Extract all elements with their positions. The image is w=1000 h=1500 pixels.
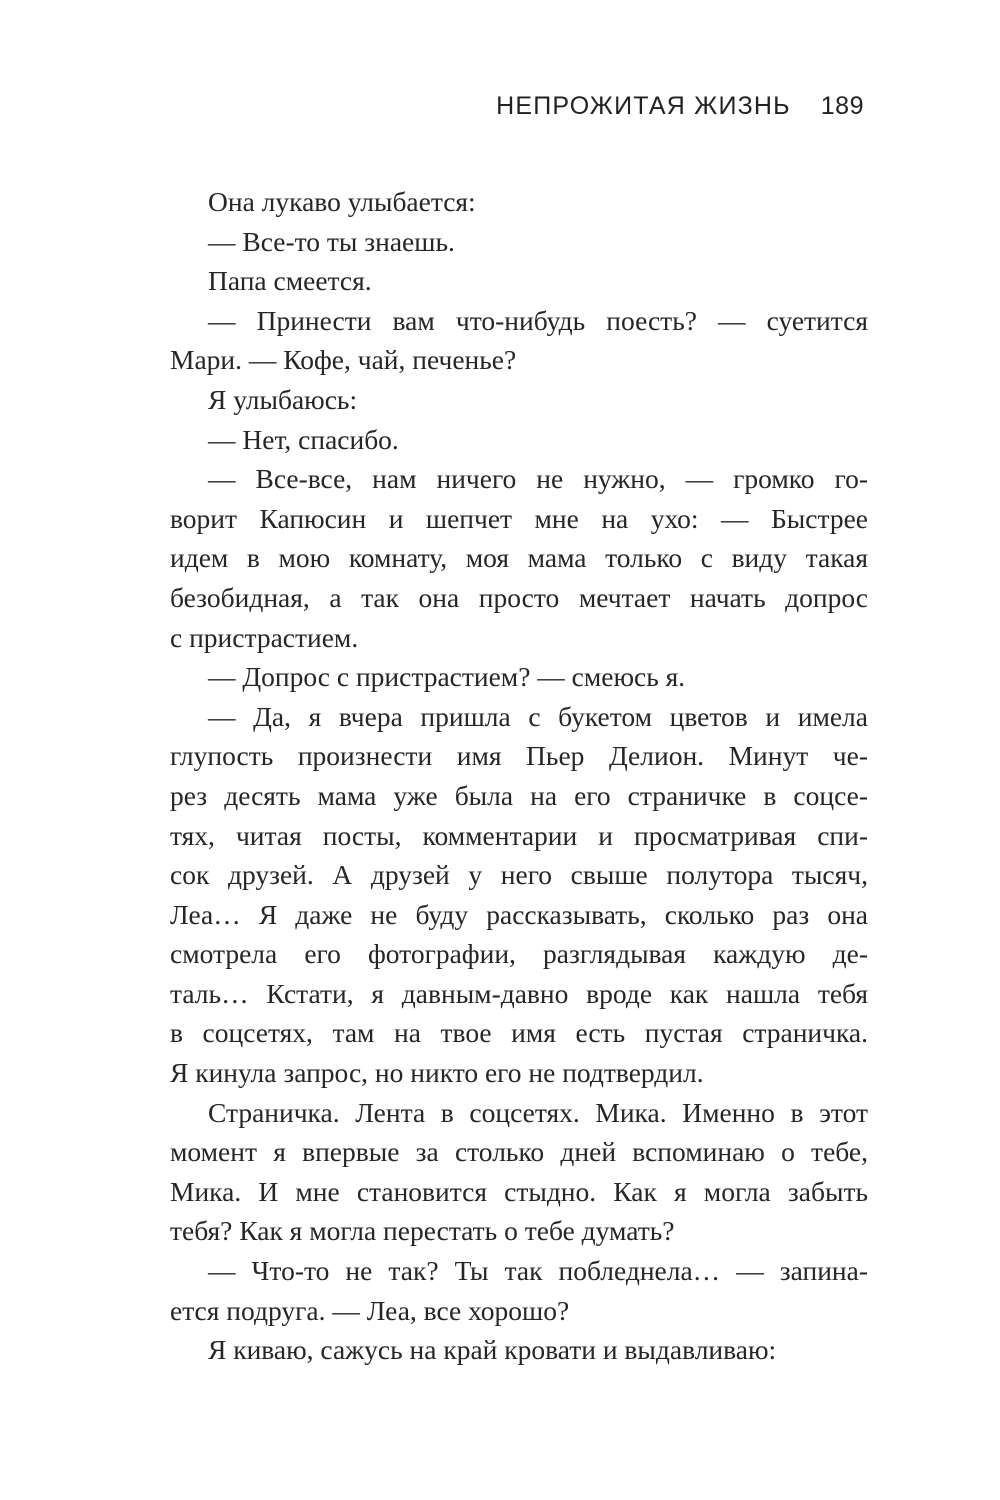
text-line: Леа… Я даже не буду рассказывать, сколько раз она	[170, 898, 868, 930]
text-line: момент я впервые за столько дней вспоминаю о тебе,	[170, 1136, 868, 1168]
text-line: — Все-все, нам ничего не нужно, — громко го-	[208, 463, 868, 495]
text-line: смотрела его фотографии, разглядывая каждую де-	[170, 938, 868, 970]
text-line: — Что-то не так? Ты так побледнела… — запина-	[208, 1255, 868, 1287]
text-line: рез десять мама уже была на его страничке в соцсе-	[170, 779, 868, 811]
text-line: в соцсетях, там на твое имя есть пустая страничка.	[170, 1017, 868, 1049]
text-line: тебя? Как я могла перестать о тебе думать?	[170, 1215, 675, 1247]
text-line: — Допрос с пристрастием? — смеюсь я.	[208, 661, 686, 693]
text-line: глупость произнести имя Пьер Делион. Минут че-	[170, 740, 868, 772]
text-line: Мари. — Кофе, чай, печенье?	[170, 344, 517, 376]
chapter-title: НЕПРОЖИТАЯ ЖИЗНЬ	[496, 91, 791, 120]
text-line: безобидная, а так она просто мечтает начать допрос	[170, 581, 868, 613]
text-line: Папа смеется.	[208, 265, 372, 297]
text-line: — Да, я вчера пришла с букетом цветов и имела	[208, 700, 868, 732]
text-line: Страничка. Лента в соцсетях. Мика. Именно в этот	[208, 1096, 868, 1128]
text-line: сок друзей. А друзей у него свыше полутора тысяч,	[170, 859, 868, 891]
text-line: Она лукаво улыбается:	[208, 186, 476, 217]
text-line: тях, читая посты, комментарии и просматривая спи-	[170, 819, 868, 851]
body-text	[170, 182, 868, 1370]
page-number: 189	[820, 91, 864, 120]
text-line: — Нет, спасибо.	[208, 423, 399, 455]
text-line: Я кинула запрос, но никто его не подтвердил.	[170, 1057, 704, 1089]
text-line: ворит Капюсин и шепчет мне на ухо: — Быстрее	[170, 502, 868, 534]
text-line: с пристрастием.	[170, 621, 359, 653]
text-line: — Принести вам что-нибудь поесть? — суетится	[208, 304, 868, 336]
text-line: таль… Кстати, я давным-давно вроде как нашла тебя	[170, 977, 868, 1009]
text-line: Я киваю, сажусь на край кровати и выдавливаю:	[208, 1334, 777, 1366]
text-line: Мика. И мне становится стыдно. Как я могла забыть	[170, 1175, 868, 1207]
running-head	[496, 86, 864, 126]
text-line: — Все-то ты знаешь.	[208, 225, 455, 257]
text-line: ется подруга. — Леа, все хорошо?	[170, 1294, 570, 1326]
text-line: идем в мою комнату, моя мама только с виду такая	[170, 542, 868, 574]
text-line: Я улыбаюсь:	[208, 383, 358, 415]
